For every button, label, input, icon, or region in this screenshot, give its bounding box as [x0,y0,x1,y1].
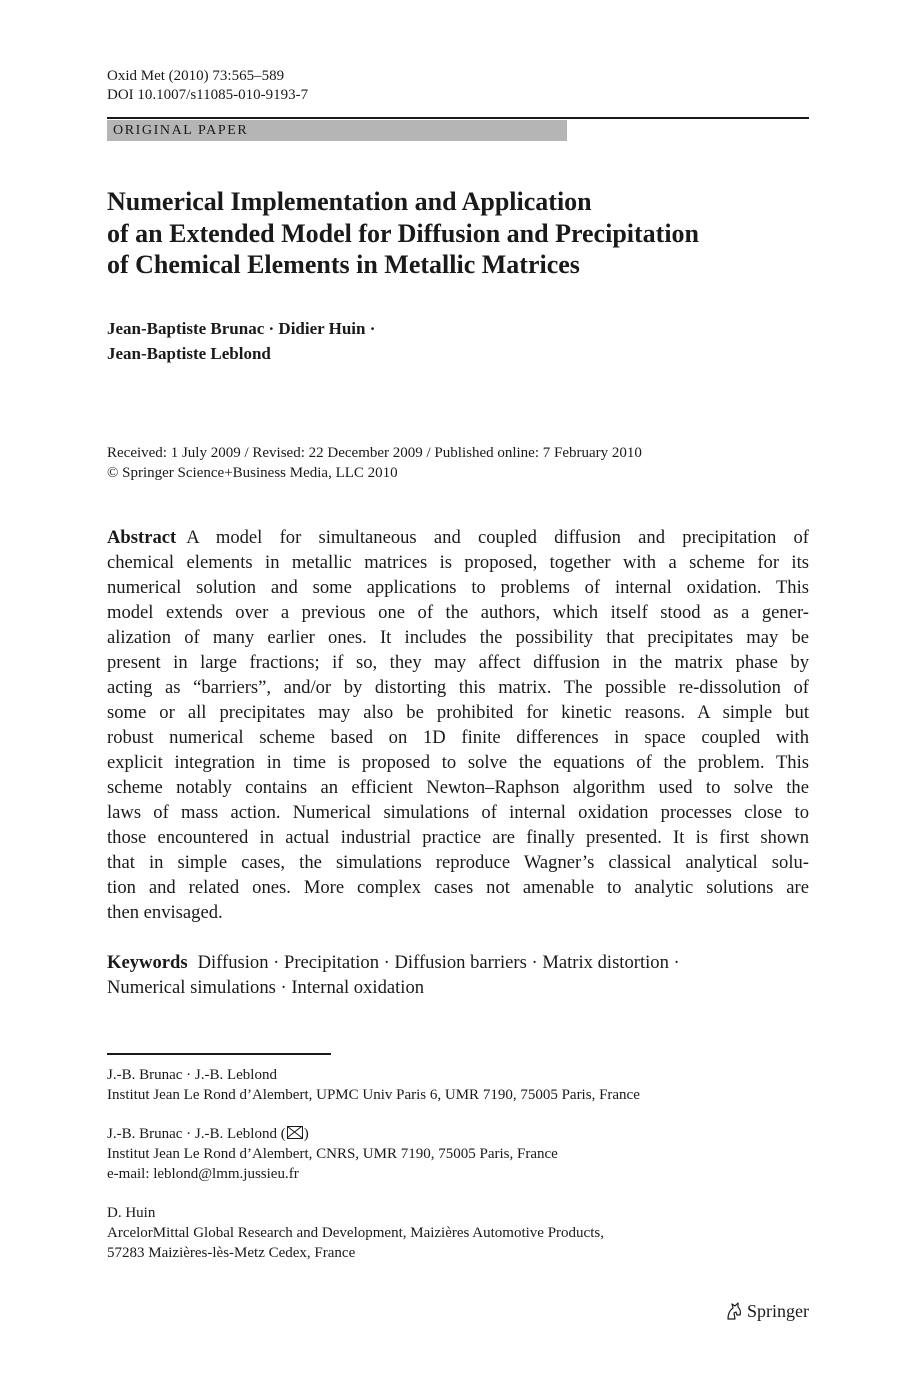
abstract-line: chemical elements in metallic matrices is proposed, together with a scheme for its [107,552,809,573]
abstract-label: Abstract [107,527,177,548]
abstract-line: those encountered in actual industrial practice are finally presented. It is first shown [107,827,809,848]
authors [107,316,375,366]
header-rule [107,117,809,119]
title-line: of an Extended Model for Diffusion and Precipitation [107,218,700,248]
abstract-line: robust numerical scheme based on 1D finite differences in space coupled with [107,727,809,748]
affiliation-names: D. Huin [107,1205,156,1221]
affiliation [107,1203,604,1263]
keywords-line: Numerical simulations · Internal oxidation [107,977,425,998]
affiliation-email[interactable]: e-mail: leblond@lmm.jussieu.fr [107,1166,299,1182]
affiliation [107,1124,558,1184]
title-line: of Chemical Elements in Metallic Matrices [107,250,580,279]
journal-citation: Oxid Met (2010) 73:565–589 [107,68,285,84]
footnote-rule [107,1053,331,1055]
doi: DOI 10.1007/s11085-010-9193-7 [107,87,309,103]
abstract-line: acting as “barriers”, and/or by distorting this matrix. The possible re-dissolution of [107,677,809,698]
abstract-line: scheme notably contains an efficient Newton–Raphson algorithm used to solve the [107,777,809,798]
abstract [107,525,809,925]
abstract-line: model extends over a previous one of the authors, which itself stood as a gener- [107,602,809,623]
affiliation-institution: ArcelorMittal Global Research and Development, Maizières Automotive Products, [107,1225,604,1241]
affiliation-names: J.-B. Brunac · J.-B. Leblond ( [107,1126,286,1142]
abstract-line: numerical solution and some applications to problems of internal oxidation. This [107,577,809,598]
keywords [107,950,809,1000]
keywords-label: Keywords [107,952,188,973]
authors-line: Jean-Baptiste Brunac · Didier Huin · [107,319,376,338]
abstract-line: alization of many earlier ones. It includes the possibility that precipitates may be [107,627,809,648]
envelope-icon [287,1126,303,1139]
section-label: ORIGINAL PAPER [113,123,249,138]
paper-title [107,186,807,281]
abstract-line: A model for simultaneous and coupled diffusion and precipitation of [186,527,809,548]
keywords-line: Diffusion · Precipitation · Diffusion barriers · Matrix distortion · [197,952,680,973]
abstract-line: explicit integration in time is proposed to solve the equations of the problem. This [107,752,809,773]
abstract-line: laws of mass action. Numerical simulations of internal oxidation processes close to [107,802,809,823]
authors-line: Jean-Baptiste Leblond [107,344,271,363]
abstract-line: that in simple cases, the simulations reproduce Wagner’s classical analytical solu- [107,852,809,873]
abstract-line: tion and related ones. More complex cases not amenable to analytic solutions are [107,877,809,898]
publication-dates [107,443,642,483]
affiliation-institution: 57283 Maizières-lès-Metz Cedex, France [107,1245,356,1261]
affiliation [107,1065,640,1105]
abstract-line: some or all precipitates may also be prohibited for kinetic reasons. A simple but [107,702,809,723]
abstract-line: then envisaged. [107,902,223,923]
date-history: Received: 1 July 2009 / Revised: 22 December 2009 / Published online: 7 February 2010 [107,445,642,461]
affiliation-names: J.-B. Brunac · J.-B. Leblond [107,1067,277,1083]
abstract-line: present in large fractions; if so, they may affect diffusion in the matrix phase by [107,652,809,673]
affiliation-institution: Institut Jean Le Rond d’Alembert, CNRS, UMR 7190, 75005 Paris, France [107,1146,558,1162]
copyright: © Springer Science+Business Media, LLC 2010 [107,465,398,481]
springer-horse-logo-icon [725,1301,743,1321]
publisher-name: Springer [747,1301,809,1321]
title-line: Numerical Implementation and Application [107,187,592,216]
affiliation-institution: Institut Jean Le Rond d’Alembert, UPMC Univ Paris 6, UMR 7190, 75005 Paris, France [107,1087,640,1103]
affiliation-names-close: ) [303,1126,309,1142]
publisher-logo [725,1299,809,1323]
